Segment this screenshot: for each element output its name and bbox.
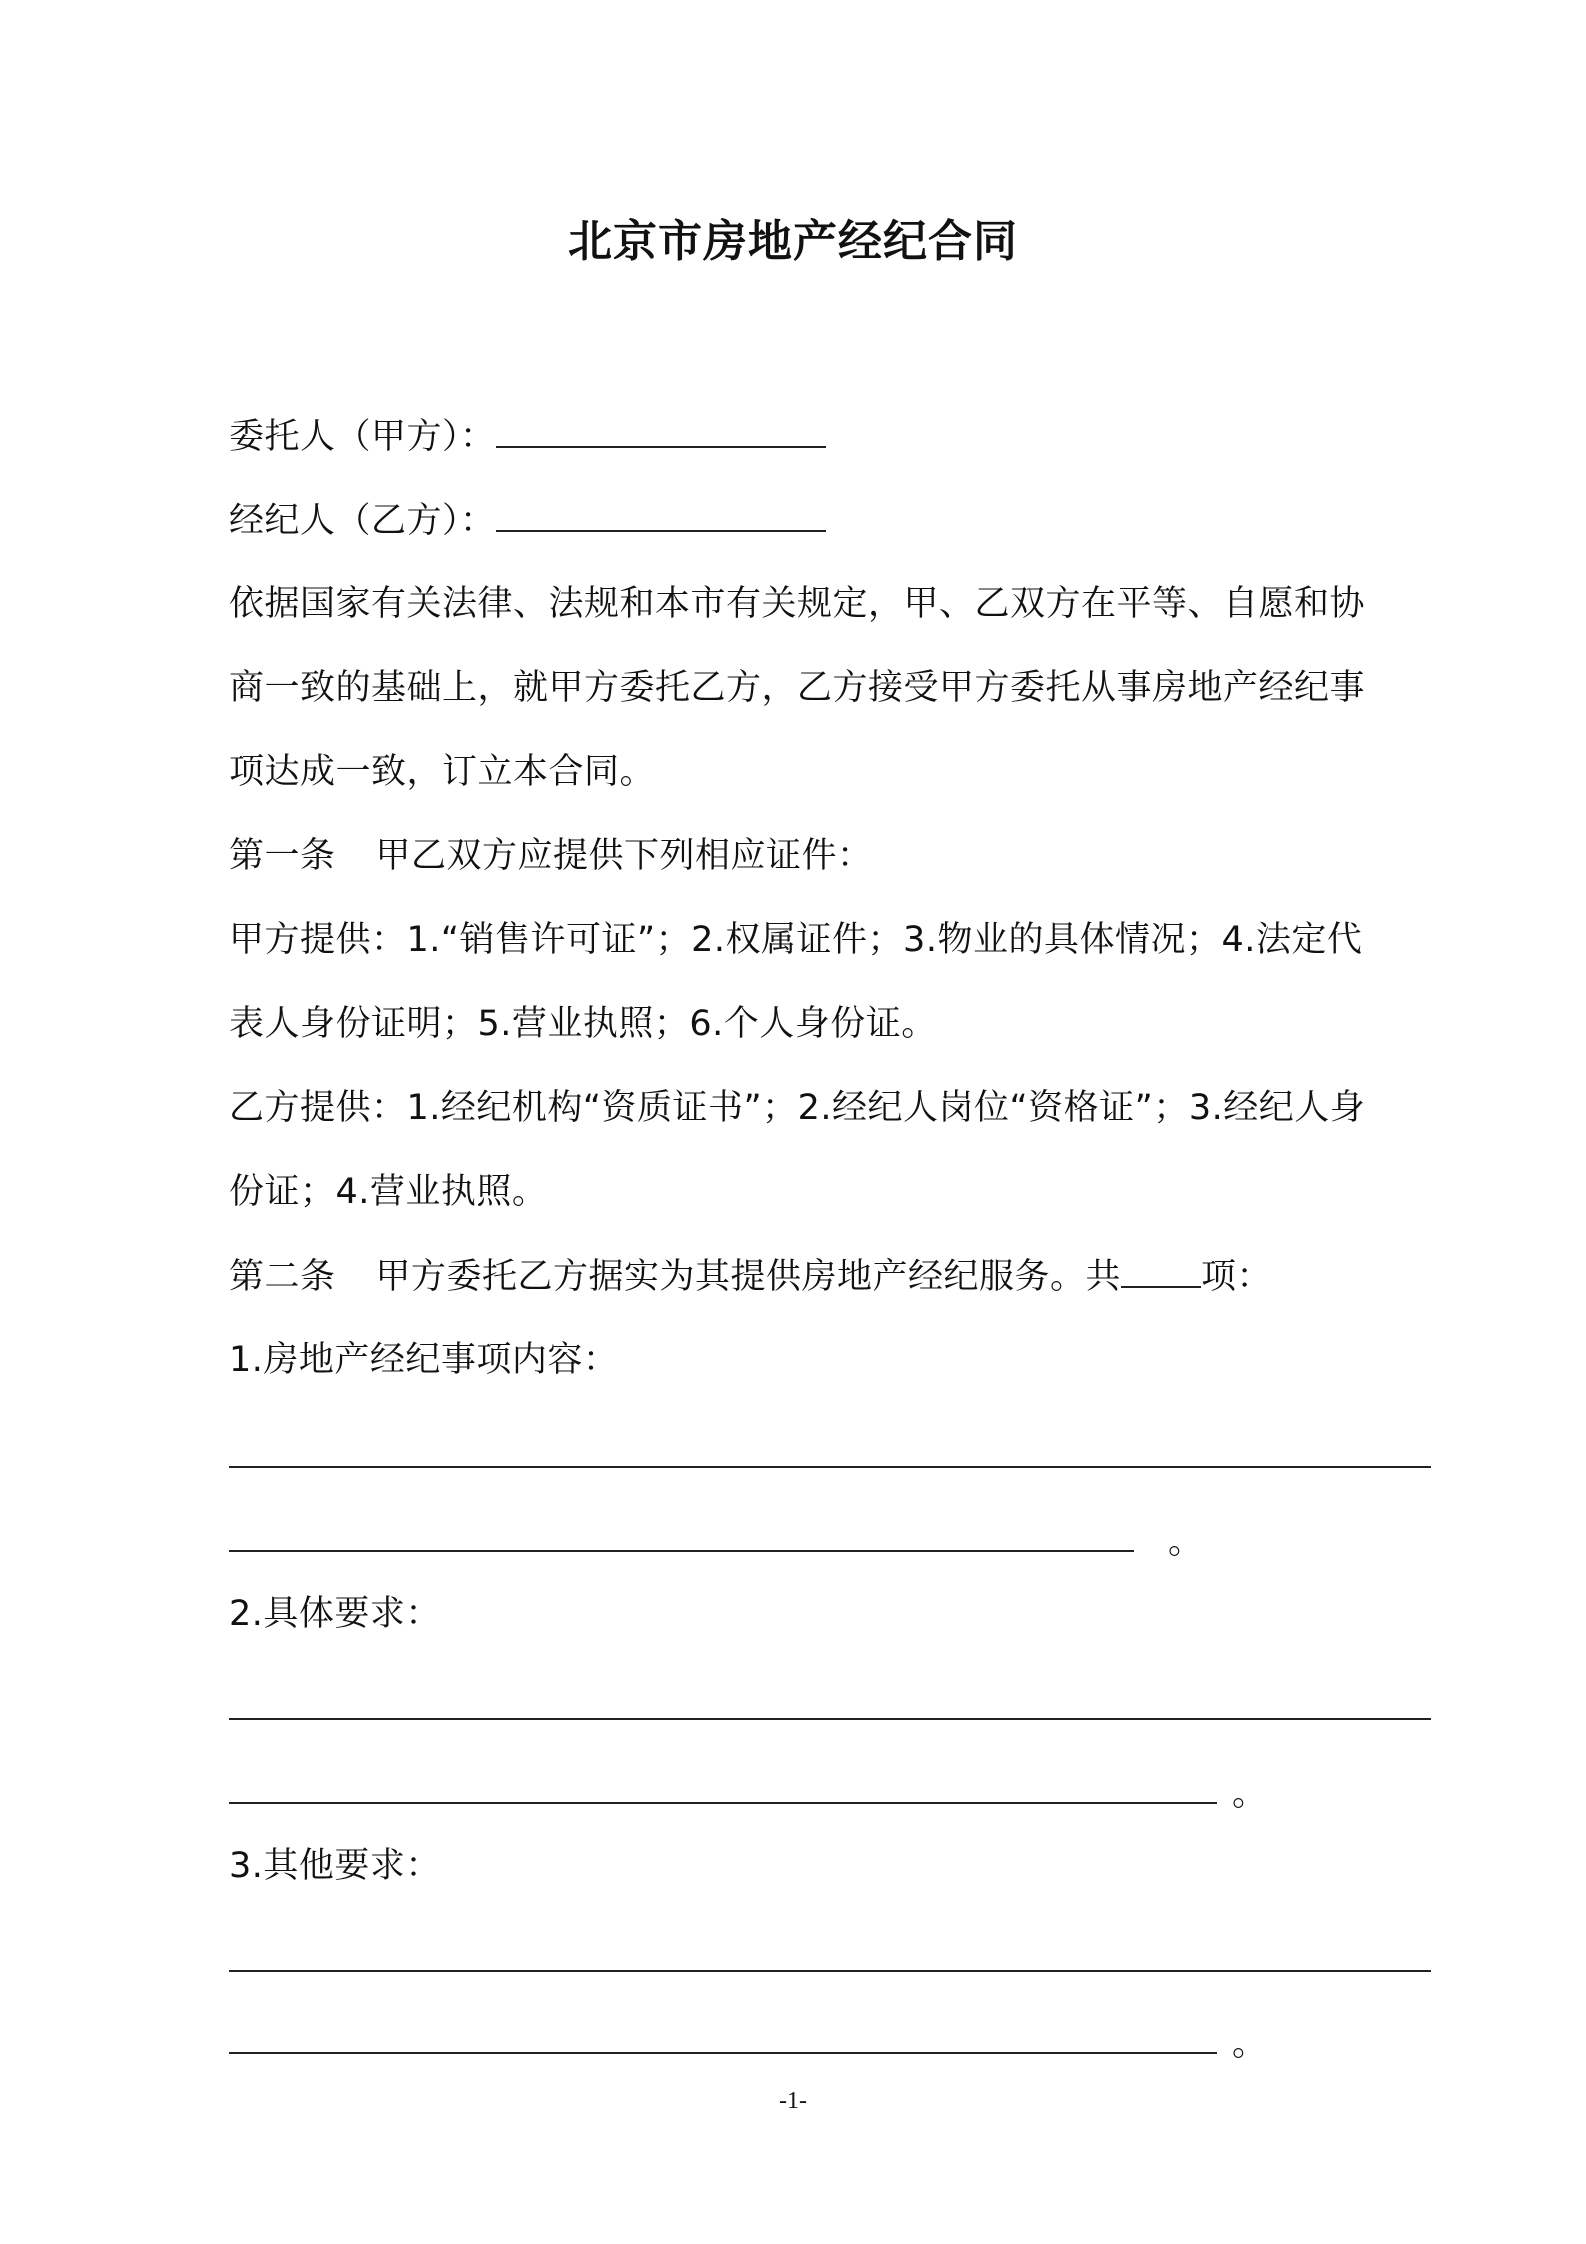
item-1-label: 1.房地产经纪事项内容： <box>229 1340 619 1380</box>
item-3-blank-line-1[interactable] <box>229 1970 1431 1972</box>
item-3-period: 。 <box>1232 2024 1268 2064</box>
party-b-blank[interactable] <box>496 496 826 532</box>
preamble-line-3: 项达成一致，订立本合同。 <box>229 752 656 792</box>
item-1-blank-line-1[interactable] <box>229 1466 1431 1468</box>
item-2-period: 。 <box>1232 1774 1268 1814</box>
item-2-blank-line-2[interactable] <box>229 1802 1217 1804</box>
party-b-line <box>229 496 826 545</box>
item-3-blank-line-2[interactable] <box>229 2052 1217 2054</box>
page-number: -1- <box>779 2088 807 2114</box>
party-a-provides-line-2: 表人身份证明；5.营业执照；6.个人身份证。 <box>229 1004 937 1044</box>
document-title: 北京市房地产经纪合同 <box>568 216 1018 267</box>
article-1-heading-line <box>229 832 873 880</box>
item-3-label: 3.其他要求： <box>229 1846 441 1886</box>
item-2-label: 2.具体要求： <box>229 1594 441 1634</box>
article-2-text-before: 甲方委托乙方据实为其提供房地产经纪服务。共 <box>375 1257 1122 1297</box>
article-2-heading: 第二条 <box>229 1257 336 1297</box>
item-1-blank-line-2[interactable] <box>229 1550 1134 1552</box>
party-a-label: 委托人（甲方）： <box>229 417 496 457</box>
article-1-heading: 第一条 <box>229 836 336 876</box>
article-2-text-after: 项： <box>1201 1257 1273 1297</box>
item-2-blank-line-1[interactable] <box>229 1718 1431 1720</box>
preamble-line-1: 依据国家有关法律、法规和本市有关规定，甲、乙双方在平等、自愿和协 <box>229 584 1366 624</box>
preamble-line-2: 商一致的基础上，就甲方委托乙方，乙方接受甲方委托从事房地产经纪事 <box>229 668 1366 708</box>
party-a-line <box>229 412 826 461</box>
party-a-provides-line-1: 甲方提供：1.“销售许可证”；2.权属证件；3.物业的具体情况；4.法定代 <box>229 920 1363 960</box>
party-b-provides-line-2: 份证；4.营业执照。 <box>229 1172 548 1212</box>
party-b-provides-line-1: 乙方提供：1.经纪机构“资质证书”；2.经纪人岗位“资格证”；3.经纪人身 <box>229 1088 1366 1128</box>
article-1-text: 甲乙双方应提供下列相应证件： <box>375 836 873 876</box>
party-a-blank[interactable] <box>496 412 826 448</box>
party-b-label: 经纪人（乙方）： <box>229 501 496 541</box>
item-1-period: 。 <box>1168 1522 1204 1562</box>
item-count-blank[interactable] <box>1121 1252 1201 1288</box>
article-2-heading-line <box>229 1252 1272 1301</box>
